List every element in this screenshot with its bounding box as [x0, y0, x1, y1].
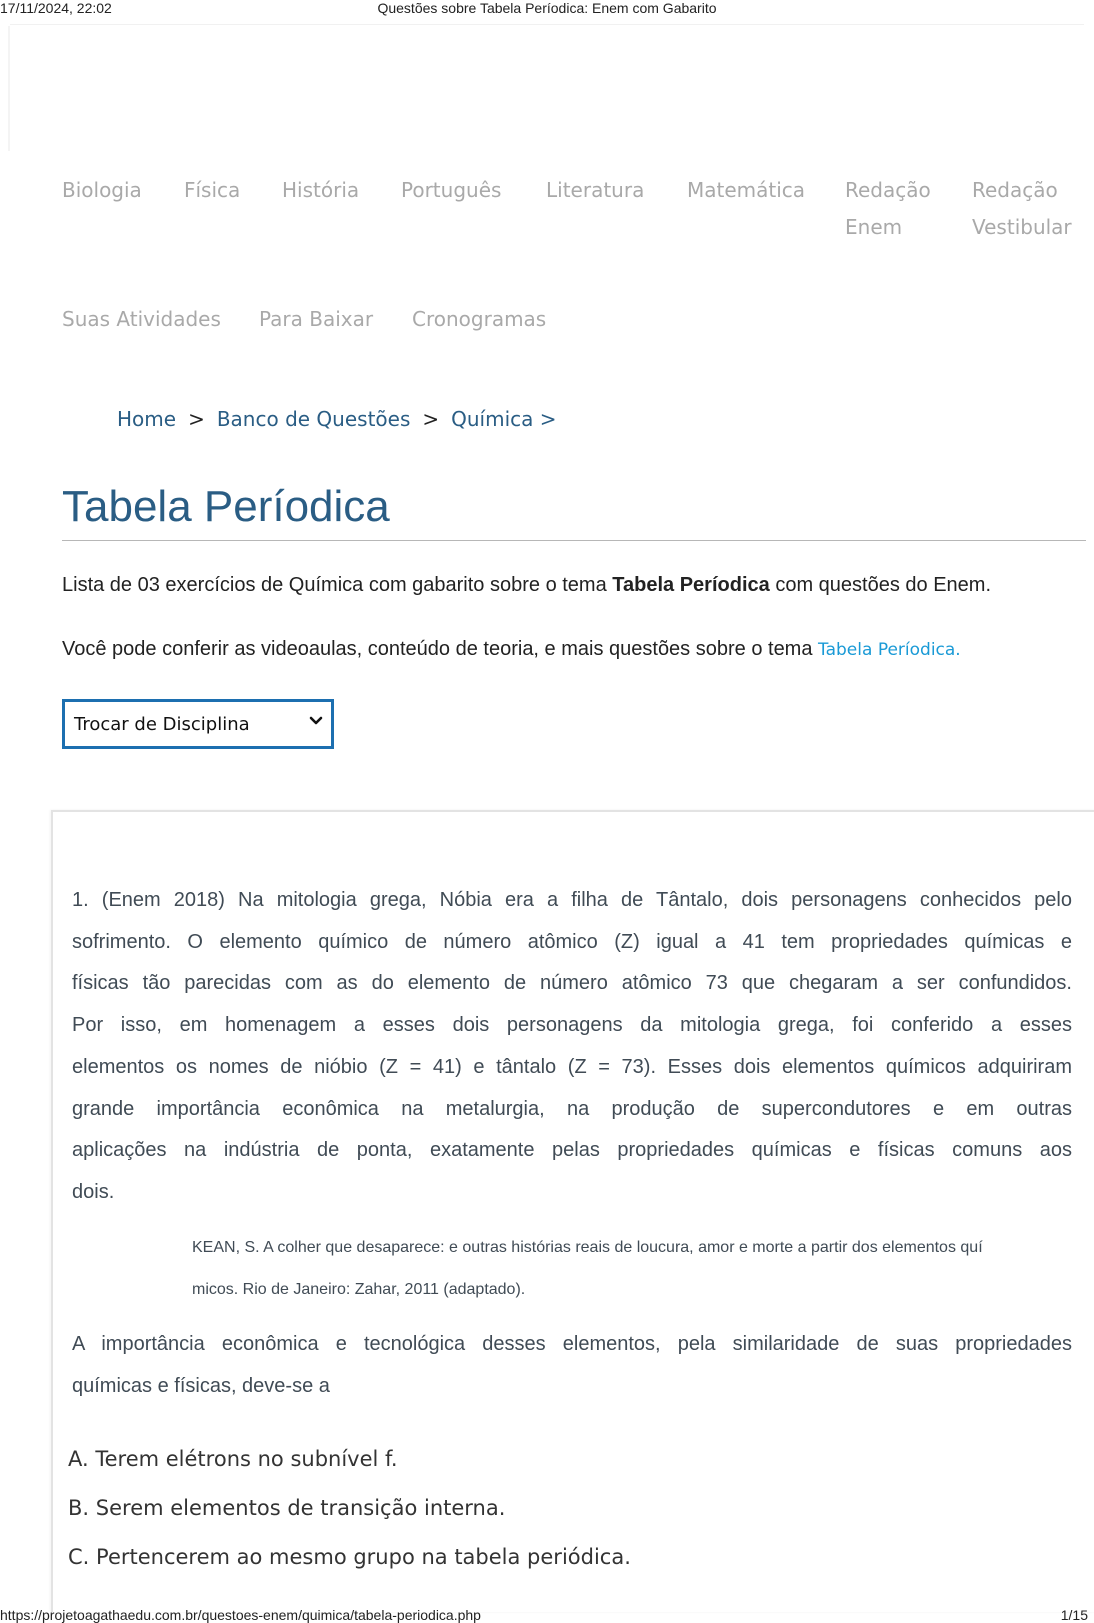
intro-paragraph: [62, 574, 991, 597]
theory-text: Você pode conferir as videoaulas, conteúdo de teoria, e mais questões sobre o tema: [62, 638, 819, 660]
breadcrumb-separator: >: [422, 407, 440, 431]
theory-paragraph: [62, 638, 961, 661]
prompt-line: químicas e físicas, deve-se a: [72, 1374, 330, 1397]
statement-line: dois.: [72, 1180, 115, 1203]
statement-line: Por isso, em homenagem a esses dois personagens da mitologia grega, foi conferido a esses: [72, 1014, 1072, 1037]
statement-line: elementos os nomes de nióbio (Z = 41) e tântalo (Z = 73). Esses dois elementos químicos adquiriram: [72, 1055, 1072, 1078]
prompt-line: A importância econômica e tecnológica desses elementos, pela similaridade de suas propriedades: [72, 1333, 1072, 1355]
nav-fisica[interactable]: Física: [184, 178, 241, 202]
option-b[interactable]: [68, 1496, 505, 1520]
print-header: [0, 0, 1094, 16]
statement-line: sofrimento. O elemento químico de número atômico (Z) igual a 41 tem propriedades químicas e: [72, 930, 1072, 953]
logo-placeholder: [8, 26, 10, 151]
breadcrumb-banco[interactable]: Banco de Questões: [216, 407, 411, 431]
statement-line: 1. (Enem 2018) Na mitologia grega, Nóbia era a filha de Tântalo, dois personagens conhecidos pelo: [72, 889, 1072, 911]
option-text: Pertencerem ao mesmo grupo na tabela periódica.: [96, 1545, 631, 1569]
nav-redacao-vestibular-line2[interactable]: Vestibular: [972, 215, 1072, 239]
breadcrumb: [117, 407, 557, 431]
statement-line: aplicações na indústria de ponta, exatamente pelas propriedades químicas e físicas comuns aos: [72, 1139, 1072, 1162]
nav-literatura[interactable]: Literatura: [546, 178, 645, 202]
print-footer: [0, 1607, 1094, 1623]
nav-historia[interactable]: História: [282, 178, 360, 202]
title-divider: [62, 540, 1086, 541]
print-url: https://projetoagathaedu.com.br/questoes-enem/quimica/tabela-periodica.php: [0, 1607, 481, 1623]
nav-portugues[interactable]: Português: [401, 178, 502, 202]
breadcrumb-separator: >: [188, 407, 205, 431]
citation-line: KEAN, S. A colher que desaparece: e outras histórias reais de loucura, amor e morte a partir dos elementos quí: [192, 1239, 983, 1256]
question-1-citation: [192, 1227, 1072, 1310]
nav-redacao-vestibular[interactable]: Redação: [972, 178, 1058, 202]
intro-text-end: com questões do Enem.: [769, 574, 991, 596]
page-title: Tabela Períodica: [62, 482, 390, 531]
option-a[interactable]: [68, 1447, 398, 1471]
citation-line: micos. Rio de Janeiro: Zahar, 2011 (adaptado).: [192, 1280, 526, 1298]
nav-redacao-enem-line2[interactable]: Enem: [845, 215, 903, 239]
chevron-down-icon: [309, 714, 323, 728]
discipline-select[interactable]: [62, 699, 334, 749]
theme-link[interactable]: Tabela Períodica.: [818, 640, 961, 660]
option-c[interactable]: [68, 1545, 631, 1569]
intro-topic: Tabela Períodica: [612, 574, 770, 596]
breadcrumb-home[interactable]: Home: [117, 407, 177, 431]
print-datetime: 17/11/2024, 22:02: [0, 0, 112, 16]
intro-text: Lista de 03 exercícios de Química com gabarito sobre o tema: [62, 574, 613, 596]
option-text: Terem elétrons no subnível f.: [95, 1447, 398, 1471]
statement-line: grande importância econômica na metalurgia, na produção de supercondutores e em outras: [72, 1097, 1072, 1120]
nav-matematica[interactable]: Matemática: [687, 178, 806, 202]
option-letter: B.: [68, 1496, 90, 1520]
discipline-select-value: Trocar de Disciplina: [74, 714, 250, 735]
question-1-statement: [72, 880, 1072, 1214]
option-letter: A.: [68, 1447, 89, 1471]
option-text: Serem elementos de transição interna.: [95, 1496, 506, 1520]
statement-line: físicas tão parecidas com as do elemento de número atômico 73 que chegaram a ser confundidos.: [72, 972, 1072, 995]
option-letter: C.: [68, 1545, 90, 1569]
print-title: Questões sobre Tabela Períodica: Enem com Gabarito: [377, 0, 717, 16]
nav-biologia[interactable]: Biologia: [62, 178, 142, 202]
header-divider: [10, 24, 1084, 25]
nav-para-baixar[interactable]: Para Baixar: [259, 307, 374, 331]
question-1-prompt: [72, 1324, 1072, 1407]
breadcrumb-quimica[interactable]: Química >: [451, 407, 557, 431]
nav-redacao-enem[interactable]: Redação: [845, 178, 931, 202]
nav-suas-atividades[interactable]: Suas Atividades: [62, 307, 221, 331]
print-page-number: 1/15: [1060, 1607, 1088, 1623]
nav-cronogramas[interactable]: Cronogramas: [412, 307, 547, 331]
